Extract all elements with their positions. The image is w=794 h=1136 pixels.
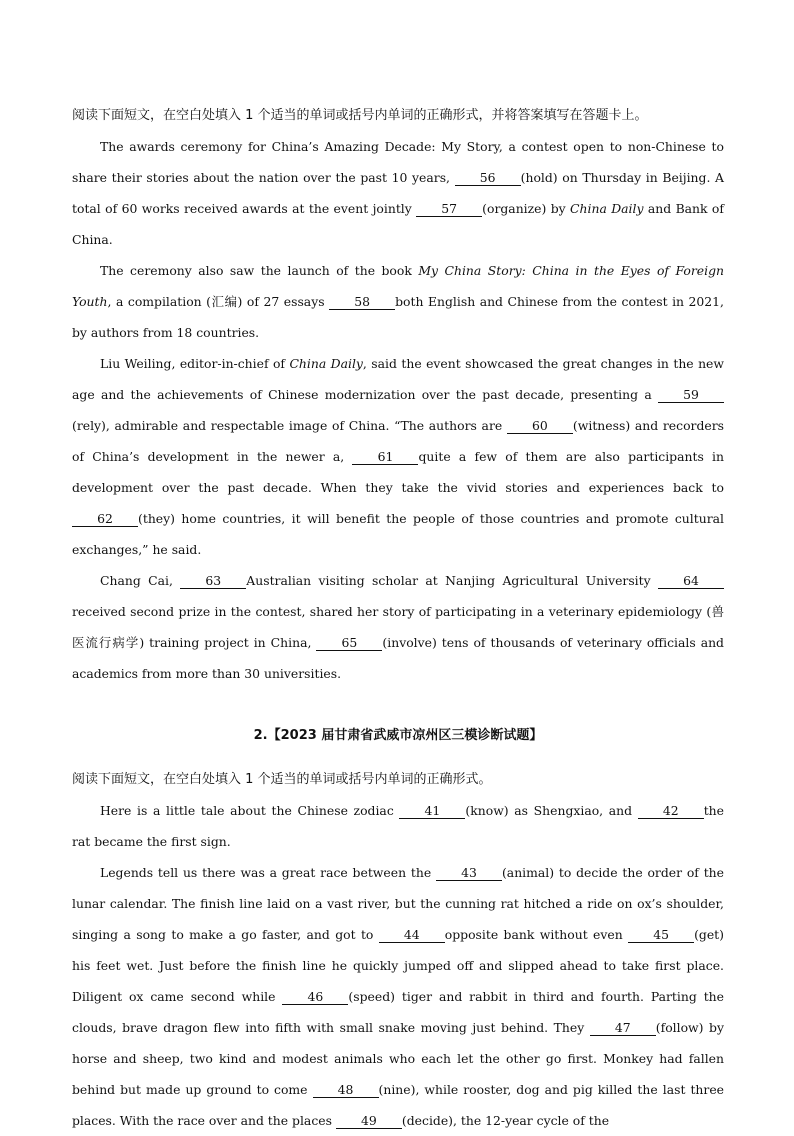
blank-48[interactable]: 48 [313, 1082, 379, 1098]
text: (organize) by [482, 201, 571, 216]
blank-57[interactable]: 57 [416, 201, 482, 217]
section2-paragraph-2 [72, 857, 724, 1136]
text: (they) home countries, it will benefit the people of those countries and promote cultural exchanges,” he said. [72, 511, 724, 557]
text: Australian visiting scholar at Nanjing Agricultural University [246, 573, 658, 588]
text: The awards ceremony for China’s Amazing Decade: My Story, a contest open to non-Chinese to share their stories about the nation over the past 10 years, [72, 139, 724, 185]
section2-heading: 2.【2023 届甘肃省武威市凉州区三模诊断试题】 [253, 728, 543, 743]
blank-56[interactable]: 56 [455, 170, 521, 186]
section2-instruction: 阅读下面短文，在空白处填入 1 个适当的单词或括号内单词的正确形式。 [72, 772, 492, 787]
text: Legends tell us there was a great race between the [100, 865, 436, 880]
blank-42[interactable]: 42 [638, 803, 704, 819]
text: (rely), admirable and respectable image of China. “The authors are [72, 418, 507, 433]
blank-65[interactable]: 65 [316, 635, 382, 651]
blank-61[interactable]: 61 [352, 449, 418, 465]
text: (speed) tiger and rabbit in third and fourth. Parting the clouds, brave dragon flew into fifth with small snake moving just behind. They [72, 989, 724, 1035]
text: opposite bank without even [444, 927, 629, 942]
section1-paragraph-1 [72, 131, 724, 255]
text: and Bank of China. [72, 201, 724, 247]
text: (follow) by horse and sheep, two kind and modest animals who each let the other go first. Monkey had fallen behind but made up ground to come [72, 1020, 724, 1097]
text: (decide), the 12-year cycle of the [401, 1113, 610, 1128]
blank-43[interactable]: 43 [436, 865, 502, 881]
section1-paragraph-3 [72, 348, 724, 565]
text: (involve) tens of thousands of veterinary officials and academics from more than 30 universities. [72, 635, 724, 681]
blank-47[interactable]: 47 [590, 1020, 656, 1036]
text: (know) as Shengxiao, and [465, 803, 638, 818]
italic-china-daily: China Daily [289, 356, 363, 371]
italic-china-daily: China Daily [570, 201, 644, 216]
text: (get) his feet wet. Just before the finish line he quickly jumped off and slipped ahead to take first place. Diligent ox came second while [72, 927, 724, 1004]
text: both English and Chinese from the contest in 2021, by authors from 18 countries. [72, 294, 724, 340]
text: quite a few of them are also participants in development over the past decade. When they take the vivid stories and experiences back to [72, 449, 724, 495]
blank-58[interactable]: 58 [329, 294, 395, 310]
text: Chang Cai, [100, 573, 181, 588]
blank-49[interactable]: 49 [336, 1113, 402, 1129]
text: received second prize in the contest, shared her story of participating in a veterinary epidemiology (兽医流行病学) training project in China, [72, 604, 724, 650]
text: (witness) and recorders of China’s development in the newer a, [72, 418, 724, 464]
text: Here is a little tale about the Chinese zodiac [100, 803, 400, 818]
italic-book-title: My China Story: China in the Eyes of Foreign Youth [72, 263, 724, 309]
section1-paragraph-2 [72, 255, 724, 348]
blank-59[interactable]: 59 [658, 387, 724, 403]
document-page [72, 100, 724, 1136]
blank-62[interactable]: 62 [72, 511, 138, 527]
text: Liu Weiling, editor-in-chief of [100, 356, 290, 371]
blank-64[interactable]: 64 [658, 573, 724, 589]
text: (nine), while rooster, dog and pig killed the last three places. With the race over and the places [72, 1082, 724, 1128]
blank-41[interactable]: 41 [399, 803, 465, 819]
blank-46[interactable]: 46 [282, 989, 348, 1005]
blank-45[interactable]: 45 [628, 927, 694, 943]
section1-instruction: 阅读下面短文，在空白处填入 1 个适当的单词或括号内单词的正确形式，并将答案填写在答题卡上。 [72, 108, 648, 123]
blank-63[interactable]: 63 [180, 573, 246, 589]
text: (animal) to decide the order of the lunar calendar. The finish line laid on a vast river, but the cunning rat hitched a ride on ox’s shoulder, singing a song to make a go faster, and got to [72, 865, 724, 942]
text: the rat became the first sign. [72, 803, 724, 849]
text: , said the event showcased the great changes in the new age and the achievements of Chinese modernization over the past decade, presenting a [72, 356, 724, 402]
blank-60[interactable]: 60 [507, 418, 573, 434]
section1-paragraph-4 [72, 565, 724, 689]
text: (hold) on Thursday in Beijing. A total of 60 works received awards at the event jointly [72, 170, 724, 216]
text: , a compilation (汇编) of 27 essays [107, 294, 330, 309]
section2-paragraph-1 [72, 795, 724, 857]
blank-44[interactable]: 44 [379, 927, 445, 943]
text: The ceremony also saw the launch of the book [100, 263, 419, 278]
